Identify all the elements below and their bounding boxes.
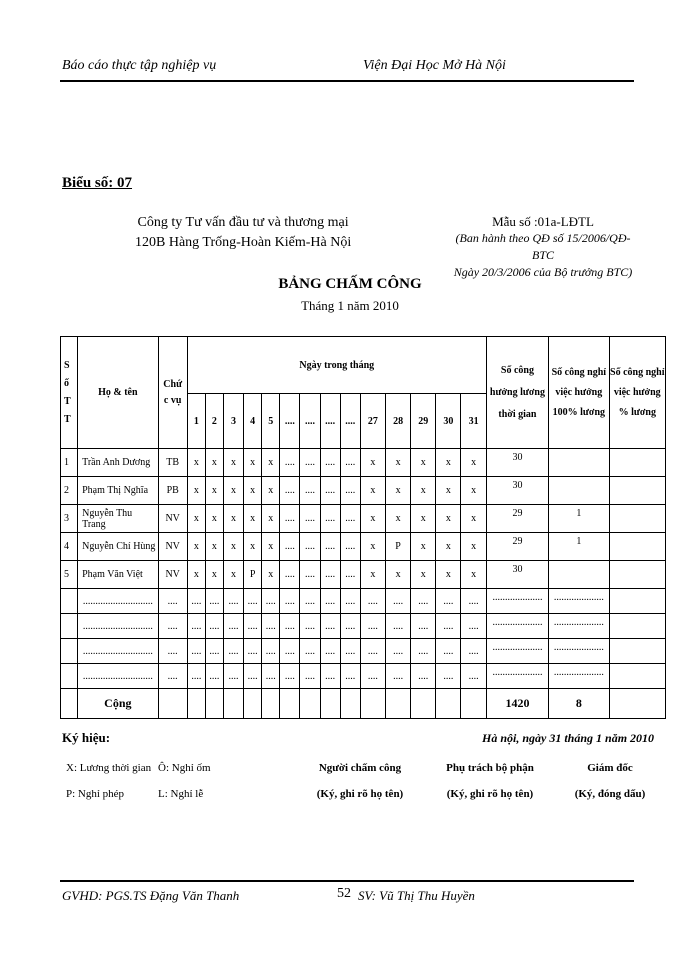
cell-day: .... [280,505,300,533]
cell-day: .... [461,664,486,689]
cell-day: .... [340,533,360,561]
cell-day: x [360,505,385,533]
cell-day: .... [244,589,262,614]
cell-day: x [411,449,436,477]
cell-day: .... [280,533,300,561]
cell-day: .... [436,639,461,664]
cell-day: x [262,505,280,533]
cell-day: x [244,477,262,505]
cell-day: .... [205,664,223,689]
cell-position: NV [158,561,187,589]
company-info [135,213,351,253]
cell-day [244,689,262,719]
day-header: 27 [360,394,385,449]
day-header: .... [280,394,300,449]
cell-day: x [187,561,205,589]
form-regulation-date: Ngày 20/3/2006 của Bộ trưởng BTC) [453,265,633,279]
cell-day: .... [320,589,340,614]
cell-day: .... [436,614,461,639]
cell-leave100 [549,449,609,477]
cell-day: .... [300,449,320,477]
cell-day: .... [340,449,360,477]
cell-day: x [223,533,243,561]
cell-day: .... [461,614,486,639]
cell-position: PB [158,477,187,505]
cell-day: .... [300,505,320,533]
table-row [61,561,666,589]
cell-day: .... [320,477,340,505]
col-header-days: Ngày trong tháng [187,337,486,394]
day-header: 28 [385,394,410,449]
day-header: 31 [461,394,486,449]
cell-day: .... [360,664,385,689]
cell-leavepct [609,449,665,477]
attendance-body [61,449,666,719]
legend-item: L: Nghỉ lễ [158,788,204,800]
cell-day: .... [320,614,340,639]
cell-day: .... [436,589,461,614]
cell-day: .... [320,449,340,477]
cell-day: .... [411,614,436,639]
day-header: .... [340,394,360,449]
day-header: 1 [187,394,205,449]
cell-name: ............................ [78,614,159,639]
cell-day: .... [280,614,300,639]
form-code: Mẫu số :01a-LĐTL [492,214,594,229]
cell-day: .... [300,561,320,589]
cell-day: .... [280,589,300,614]
cell-day: .... [280,477,300,505]
cell-day: x [411,561,436,589]
header-rule [60,80,634,82]
legend-item: X: Lương thời gian [66,762,152,774]
cell-stt [61,614,78,639]
col-header-stt-l1: S [64,359,70,371]
cell-day: .... [280,449,300,477]
cell-day: x [262,533,280,561]
cell-day: .... [205,614,223,639]
cell-day: x [244,505,262,533]
cell-day: x [360,533,385,561]
cell-stt: 1 [61,449,78,477]
cell-day: .... [340,505,360,533]
cell-day: .... [411,664,436,689]
cell-day: x [385,477,410,505]
cell-workdays: 29 [486,505,548,533]
signer-title: Phụ trách bộ phận [446,762,534,774]
cell-day: .... [262,664,280,689]
cell-position: NV [158,505,187,533]
day-header: 4 [244,394,262,449]
cell-day: .... [280,664,300,689]
cell-workdays: .................... [486,614,548,639]
cell-day: x [262,477,280,505]
col-header-leavepct-l2: việc hưởng [613,386,661,398]
cell-day: x [205,449,223,477]
form-info [448,213,638,281]
total-workdays: 1420 [486,689,548,719]
col-header-name: Họ & tên [78,337,159,449]
total-label: Cộng [78,689,159,719]
cell-day: x [436,505,461,533]
cell-leavepct [609,505,665,533]
cell-day: x [262,561,280,589]
cell-day: .... [360,614,385,639]
cell-day: .... [300,589,320,614]
cell-day: .... [320,533,340,561]
cell-day: .... [340,477,360,505]
cell-leavepct [609,533,665,561]
footer-rule [60,880,634,882]
col-header-workdays-l2: hưởng lương [489,386,545,398]
cell-position: NV [158,533,187,561]
cell-name: Phạm Thị Nghĩa [78,477,159,505]
cell-leave100 [549,477,609,505]
cell-day: .... [187,589,205,614]
day-header: 5 [262,394,280,449]
cell-day: .... [411,589,436,614]
cell-stt: 4 [61,533,78,561]
cell-day [205,689,223,719]
cell-day [300,689,320,719]
cell-day: .... [244,614,262,639]
table-row [61,533,666,561]
cell-day: x [385,449,410,477]
attendance-table [60,336,666,719]
cell-workdays: .................... [486,589,548,614]
cell-day: x [187,505,205,533]
table-row [61,639,666,664]
col-header-leavepct-l3: % lương [618,406,656,418]
cell-day: .... [300,614,320,639]
cell-position: .... [158,639,187,664]
signer-title: Người chấm công [318,762,402,774]
col-header-leave100-l2: việc hưởng [555,386,603,398]
cell-day: x [461,449,486,477]
cell-stt: 5 [61,561,78,589]
cell-day: x [461,561,486,589]
cell-leave100: .................... [549,589,609,614]
company-address: 120B Hàng Trống-Hoàn Kiếm-Hà Nội [135,235,352,250]
cell-day: x [385,561,410,589]
table-row [61,477,666,505]
cell-day: .... [223,639,243,664]
cell-day: x [223,477,243,505]
page-number: 52 [337,886,351,901]
form-label: Biểu số: 07 [62,175,133,191]
cell-day: x [223,505,243,533]
cell-day: x [385,505,410,533]
cell-day: .... [340,614,360,639]
cell-day: .... [300,533,320,561]
cell-stt: 2 [61,477,78,505]
cell-day: .... [320,561,340,589]
cell-day: x [461,533,486,561]
cell-day: .... [436,664,461,689]
day-header: 3 [223,394,243,449]
cell-day: .... [340,589,360,614]
col-header-position [158,337,187,449]
cell-day: x [411,505,436,533]
cell-day [320,689,340,719]
cell-leavepct [609,614,665,639]
cell-day: x [411,477,436,505]
cell-day: .... [187,639,205,664]
col-header-workdays-l1: Số công [500,364,534,376]
col-header-leavepct-l1: Số công nghỉ [610,366,665,378]
legend-item: P: Nghỉ phép [66,788,125,800]
cell-name: Nguyễn Chí Hùng [78,533,159,561]
cell-day: P [244,561,262,589]
cell-day: .... [280,561,300,589]
cell-day: x [205,561,223,589]
cell-day: .... [360,639,385,664]
cell-day: x [244,533,262,561]
cell-day: x [244,449,262,477]
cell-leavepct [609,477,665,505]
cell-day: x [205,477,223,505]
cell-day: .... [223,589,243,614]
cell-day: x [461,505,486,533]
col-header-leave100-l1: Số công nghỉ [551,366,607,378]
cell-day [411,689,436,719]
col-header-leave100-l3: 100% lương [552,406,606,418]
cell-day: x [461,477,486,505]
table-row [61,449,666,477]
cell-day: P [385,533,410,561]
cell-day: .... [300,477,320,505]
cell-day: .... [280,639,300,664]
cell-day: .... [340,639,360,664]
total-row [61,689,666,719]
cell-stt [61,589,78,614]
cell-day: .... [205,639,223,664]
cell-day: x [360,477,385,505]
col-header-leave100 [549,337,609,449]
cell-name: ............................ [78,639,159,664]
cell-workdays: .................... [486,639,548,664]
cell-day: x [187,533,205,561]
cell-day: .... [385,589,410,614]
cell-day [280,689,300,719]
cell-day: .... [223,614,243,639]
col-header-position-l2: c vụ [163,394,182,406]
cell-stt: 3 [61,505,78,533]
signer-note: (Ký, ghi rõ họ tên) [446,788,534,800]
cell-day: x [436,477,461,505]
header-report-title: Báo cáo thực tập nghiệp vụ [62,58,217,73]
cell-day: .... [262,639,280,664]
cell-name: ............................ [78,589,159,614]
cell-day: .... [187,614,205,639]
table-row [61,589,666,614]
cell-day: x [187,449,205,477]
table-row [61,614,666,639]
cell-day: .... [300,664,320,689]
cell-day: .... [360,589,385,614]
cell-name: Nguyễn Thu Trang [78,505,159,533]
cell-leave100: .................... [549,639,609,664]
cell-leavepct [609,639,665,664]
cell-workdays: .................... [486,664,548,689]
cell-leavepct [609,589,665,614]
cell-day [461,689,486,719]
signer-note: (Ký, đóng dấu) [574,788,646,800]
col-header-workdays [486,337,548,449]
cell-day: .... [244,664,262,689]
cell-day: .... [262,589,280,614]
cell-day: x [436,449,461,477]
day-header: .... [300,394,320,449]
cell-position: TB [158,449,187,477]
cell-day [262,689,280,719]
cell-day [187,689,205,719]
cell-leave100: 1 [549,533,609,561]
total-leave100: 8 [549,689,609,719]
cell-day [385,689,410,719]
cell-day: x [187,477,205,505]
cell-position: .... [158,589,187,614]
cell-day: x [360,449,385,477]
col-header-stt-l4: T [64,413,71,425]
cell-day: .... [411,639,436,664]
cell-day [436,689,461,719]
cell-name: Trần Anh Dương [78,449,159,477]
day-header: 2 [205,394,223,449]
cell-day: .... [187,664,205,689]
cell-day: .... [385,639,410,664]
day-header: 29 [411,394,436,449]
col-header-stt-l2: ố [64,377,69,389]
cell-position: .... [158,614,187,639]
cell-leave100 [549,561,609,589]
document-title: BẢNG CHẤM CÔNG [278,276,422,292]
cell-day: .... [205,589,223,614]
col-header-leavepct [609,337,665,449]
signature-date: Hà nội, ngày 31 tháng 1 năm 2010 [482,731,655,745]
cell-position: .... [158,664,187,689]
col-header-position-l1: Chứ [163,378,183,390]
cell-workdays: 30 [486,449,548,477]
signer-note: (Ký, ghi rõ họ tên) [316,788,404,800]
cell-workdays: 30 [486,561,548,589]
cell-day: .... [320,639,340,664]
cell-day: x [436,533,461,561]
col-header-workdays-l3: thời gian [498,408,537,420]
cell-name: Phạm Văn Việt [78,561,159,589]
cell-leave100: .................... [549,664,609,689]
cell-day: .... [262,614,280,639]
cell-day [223,689,243,719]
cell-workdays: 30 [486,477,548,505]
cell-day: x [360,561,385,589]
cell-day: .... [461,589,486,614]
cell-day: .... [244,639,262,664]
cell-day: x [436,561,461,589]
cell-leave100: 1 [549,505,609,533]
cell-day: .... [223,664,243,689]
document-month: Tháng 1 năm 2010 [301,298,399,313]
cell-day: .... [385,664,410,689]
cell-day: .... [300,639,320,664]
cell-day: .... [320,505,340,533]
cell-leavepct [609,561,665,589]
footer-advisor: GVHD: PGS.TS Đặng Văn Thanh [62,888,240,903]
cell-leavepct [609,664,665,689]
cell-day: x [205,505,223,533]
signer-title: Giám đốc [587,762,633,774]
company-name: Công ty Tư vấn đầu tư và thương mại [137,215,349,230]
cell-day [340,689,360,719]
cell-day: x [411,533,436,561]
col-header-stt [61,337,78,449]
cell-day: .... [385,614,410,639]
cell-leavepct [609,689,665,719]
cell-day: .... [320,664,340,689]
legend-item: Ô: Nghỉ ốm [158,762,211,774]
day-header: .... [320,394,340,449]
col-header-stt-l3: T [64,395,71,407]
form-regulation: (Ban hành theo QĐ số 15/2006/QĐ-BTC [455,231,631,262]
cell-day: .... [340,664,360,689]
cell-day [360,689,385,719]
cell-day: x [205,533,223,561]
cell-day: .... [340,561,360,589]
footer-student: SV: Vũ Thị Thu Huyền [358,888,475,903]
table-row [61,664,666,689]
cell-stt [61,639,78,664]
table-row [61,505,666,533]
cell-day: x [223,449,243,477]
header-institute: Viện Đại Học Mở Hà Nội [363,58,506,73]
day-header: 30 [436,394,461,449]
cell-day: x [223,561,243,589]
cell-stt [61,664,78,689]
cell-day: .... [461,639,486,664]
cell-name: ............................ [78,664,159,689]
cell-leave100: .................... [549,614,609,639]
legend-title: Ký hiệu: [62,730,111,745]
cell-day: x [262,449,280,477]
cell-position [158,689,187,719]
cell-stt [61,689,78,719]
cell-workdays: 29 [486,533,548,561]
